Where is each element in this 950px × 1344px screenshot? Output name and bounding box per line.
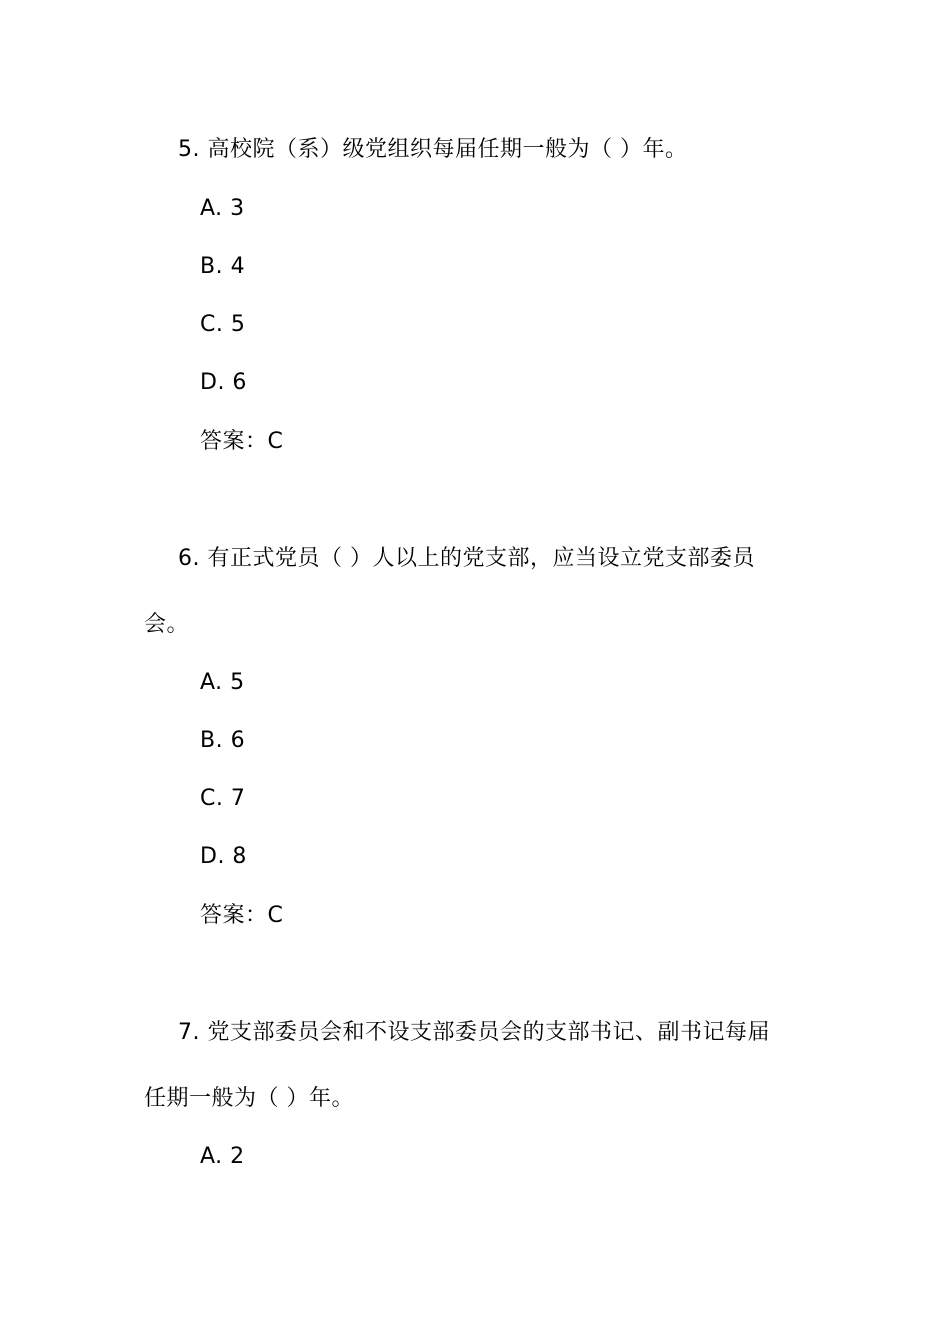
question-6-stem: 6. 有正式党员（ ）人以上的党支部，应当设立党支部委员	[178, 546, 755, 571]
question-6-option-d: D. 8	[200, 844, 247, 869]
question-7-stem-continued: 任期一般为（ ）年。	[144, 1086, 354, 1111]
question-5-answer: 答案：C	[200, 429, 284, 454]
question-5-option-d: D. 6	[200, 370, 247, 395]
question-6-option-a: A. 5	[200, 670, 245, 695]
question-6-option-b: B. 6	[200, 728, 246, 753]
question-5-option-b: B. 4	[200, 254, 246, 279]
question-7-stem: 7. 党支部委员会和不设支部委员会的支部书记、副书记每届	[178, 1020, 770, 1045]
question-7-option-a: A. 2	[200, 1144, 245, 1169]
question-5-stem: 5. 高校院（系）级党组织每届任期一般为（ ）年。	[178, 137, 688, 162]
question-6-answer: 答案：C	[200, 903, 284, 928]
question-5-option-c: C. 5	[200, 312, 246, 337]
question-6-option-c: C. 7	[200, 786, 246, 811]
question-5-option-a: A. 3	[200, 196, 245, 221]
question-6-stem-continued: 会。	[144, 612, 190, 637]
